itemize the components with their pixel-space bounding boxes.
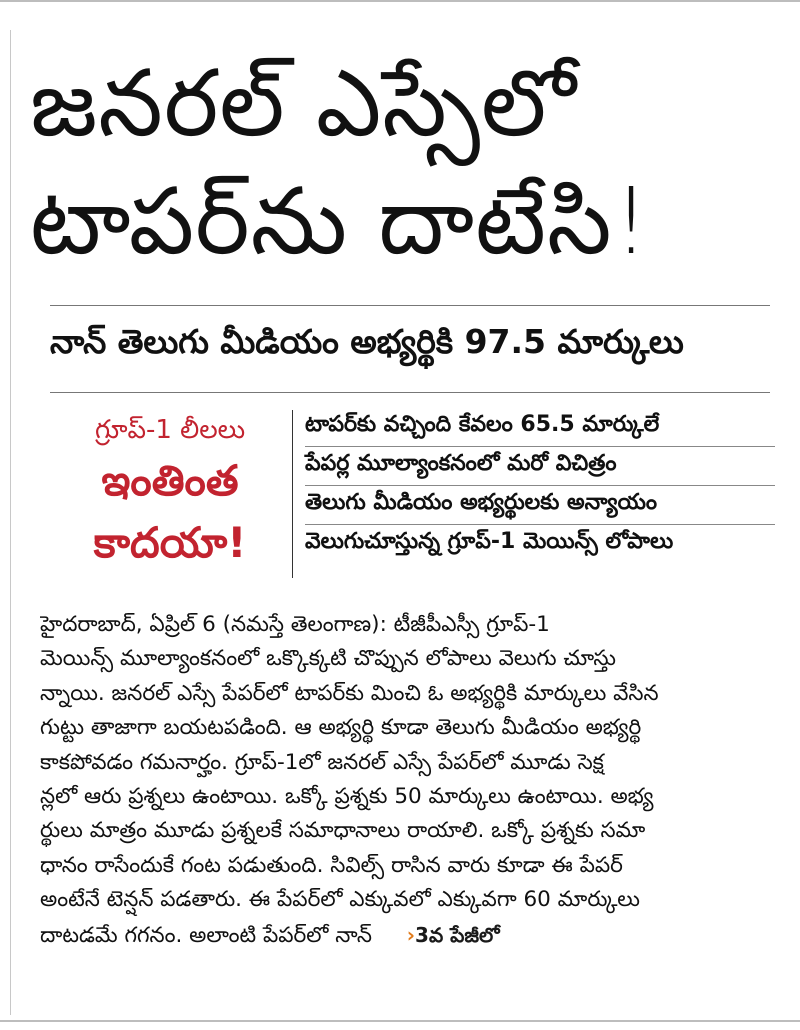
body-line: ధానం రాసేందుకే గంట పడుతుంది. సివిల్స్ రాసిన వారు కూడా ఈ పేపర్: [40, 852, 623, 878]
body-line: ర్థులు మాత్రం మూడు ప్రశ్నలకే సమాధానాలు రాయాలి. ఒక్కో ప్రశ్నకు సమా: [40, 818, 646, 844]
body-line: గుట్టు తాజాగా బయటపడింది. ఆ అభ్యర్థి కూడా తెలుగు మీడియం అభ్యర్థి: [40, 715, 642, 741]
subhead-bottom-rule: [50, 392, 770, 393]
top-rule: [0, 0, 800, 2]
continued-link[interactable]: [407, 923, 500, 947]
bullet-item: తెలుగు మీడియం అభ్యర్థులకు అన్యాయం: [305, 486, 775, 525]
bullet-item: టాపర్‌కు వచ్చింది కేవలం 65.5 మార్కులే: [305, 408, 775, 447]
body-line: న్లలో ఆరు ప్రశ్నలు ఉంటాయి. ఒక్కో ప్రశ్నకు 50 మార్కులు ఉంటాయి. అభ్య: [40, 784, 654, 810]
subhead-top-rule: [50, 305, 770, 306]
body-last-text: దాటడమే గగనం. అలాంటి పేపర్‌లో నాన్: [40, 922, 372, 948]
subheadline: నాన్ తెలుగు మీడియం అభ్యర్థికి 97.5 మార్కులు: [50, 322, 684, 361]
body-line: కాకపోవడం గమనార్హం. గ్రూప్-1లో జనరల్ ఎస్సే పేపర్‌లో మూడు సెక్ష: [40, 749, 604, 775]
bottom-rule: [0, 1020, 800, 1022]
sidebox-kicker: గ్రూప్-1 లీలలు: [94, 415, 246, 445]
body-line: అంటేనే టెన్షన్ పడతారు. ఈ పేపర్‌లో ఎక్కువలో ఎక్కువగా 60 మార్కులు: [40, 887, 640, 913]
headline: [30, 45, 780, 281]
sidebox-line-1: ఇంతింత: [101, 456, 239, 505]
sidebox-line-2: కాదయా!: [93, 518, 247, 567]
arrow-right-icon: ›: [406, 922, 416, 947]
sidebox-divider: [292, 410, 293, 578]
sidebox: [55, 410, 285, 574]
headline-line-2: టాపర్‌ను దాటేసి!: [30, 168, 651, 275]
bullet-list: [305, 408, 775, 563]
bullet-item: వెలుగుచూస్తున్న గ్రూప్-1 మెయిన్స్ లోపాలు: [305, 529, 674, 554]
body-line: హైదరాబాద్, ఏప్రిల్ 6 (నమస్తే తెలంగాణ): టీజీపీఎస్సీ గ్రూప్-1: [40, 612, 550, 637]
continued-label: 3వ పేజీలో: [415, 922, 500, 947]
body-line: న్నాయి. జనరల్ ఎస్సే పేపర్‌లో టాపర్‌కు మించి ఓ అభ్యర్థికి మార్కులు వేసిన: [40, 680, 659, 706]
body-line: మెయిన్స్ మూల్యాంకనంలో ఒక్కొక్కటి చొప్పున లోపాలు వెలుగు చూస్తు: [40, 646, 616, 672]
article-body: [40, 608, 775, 953]
bullet-item: పేపర్ల మూల్యాంకనంలో మరో విచిత్రం: [305, 447, 775, 486]
body-last-line: [40, 918, 775, 953]
headline-line-1: జనరల్ ఎస్సేలో: [30, 50, 577, 157]
left-column-rule: [10, 30, 11, 1015]
